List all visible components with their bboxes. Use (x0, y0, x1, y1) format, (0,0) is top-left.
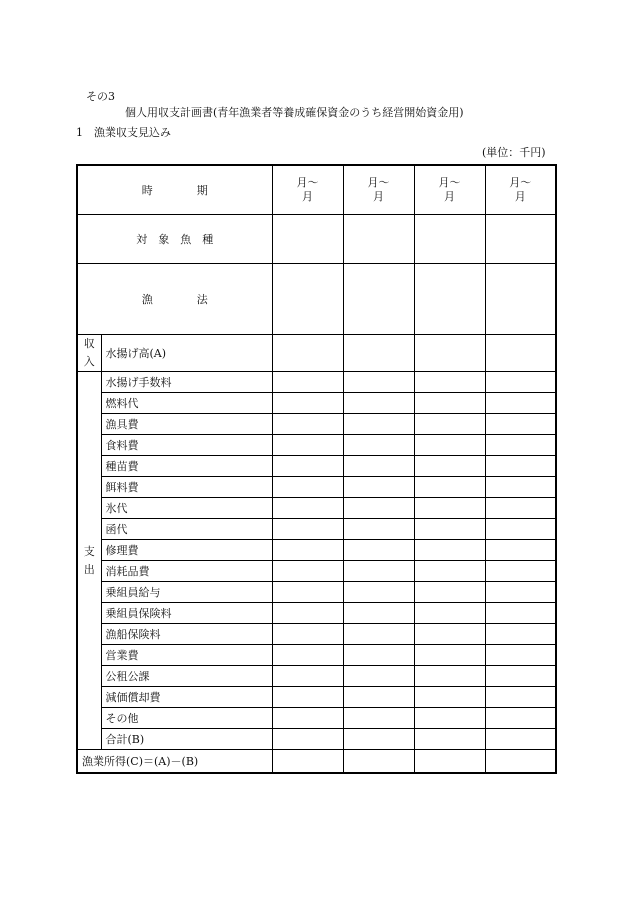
expense-row (77, 414, 556, 435)
input-cell[interactable] (272, 393, 343, 414)
input-cell[interactable] (414, 215, 485, 264)
input-cell[interactable] (485, 666, 556, 687)
input-cell[interactable] (414, 540, 485, 561)
input-cell[interactable] (485, 477, 556, 498)
input-cell[interactable] (485, 335, 556, 372)
input-cell[interactable] (343, 264, 414, 335)
input-cell[interactable] (485, 393, 556, 414)
input-cell[interactable] (414, 708, 485, 729)
input-cell[interactable] (343, 666, 414, 687)
expense-row (77, 435, 556, 456)
month-range-cell-1[interactable]: 月〜 月 (272, 165, 343, 215)
expense-row (77, 393, 556, 414)
input-cell[interactable] (485, 624, 556, 645)
input-cell[interactable] (414, 519, 485, 540)
expense-row (77, 498, 556, 519)
target-fish-row (77, 215, 556, 264)
expense-row-label: 公租公課 (101, 666, 272, 687)
input-cell[interactable] (343, 435, 414, 456)
expense-row-label: 消耗品費 (101, 561, 272, 582)
input-cell[interactable] (414, 372, 485, 393)
input-cell[interactable] (414, 498, 485, 519)
input-cell[interactable] (414, 435, 485, 456)
input-cell[interactable] (272, 414, 343, 435)
target-fish-label: 対 象 魚 種 (77, 215, 272, 264)
input-cell[interactable] (343, 603, 414, 624)
input-cell[interactable] (272, 477, 343, 498)
input-cell[interactable] (485, 582, 556, 603)
expense-row-label: 氷代 (101, 498, 272, 519)
input-cell[interactable] (272, 729, 343, 750)
expense-row-label: その他 (101, 708, 272, 729)
expense-row (77, 666, 556, 687)
input-cell[interactable] (414, 414, 485, 435)
expense-row-label: 食料費 (101, 435, 272, 456)
input-cell[interactable] (343, 477, 414, 498)
input-cell[interactable] (414, 582, 485, 603)
sheet-number: その3 (86, 90, 115, 103)
input-cell[interactable] (414, 393, 485, 414)
month-range-cell-2[interactable]: 月〜 月 (343, 165, 414, 215)
input-cell[interactable] (272, 264, 343, 335)
expense-row (77, 540, 556, 561)
input-cell[interactable] (485, 456, 556, 477)
input-cell[interactable] (414, 666, 485, 687)
input-cell[interactable] (272, 645, 343, 666)
input-cell[interactable] (414, 750, 485, 774)
input-cell[interactable] (343, 624, 414, 645)
expense-row-label: 減価償却費 (101, 687, 272, 708)
expense-row (77, 603, 556, 624)
section-heading: 1 漁業収支見込み (76, 126, 171, 139)
input-cell[interactable] (414, 335, 485, 372)
expense-row (77, 624, 556, 645)
input-cell[interactable] (272, 335, 343, 372)
input-cell[interactable] (272, 372, 343, 393)
expense-row-label: 種苗費 (101, 456, 272, 477)
input-cell[interactable] (485, 519, 556, 540)
input-cell[interactable] (414, 264, 485, 335)
input-cell[interactable] (414, 645, 485, 666)
expense-row-label: 合計(B) (101, 729, 272, 750)
expense-row (77, 519, 556, 540)
input-cell[interactable] (485, 215, 556, 264)
expense-row-label: 乗組員給与 (101, 582, 272, 603)
input-cell[interactable] (414, 624, 485, 645)
input-cell[interactable] (272, 666, 343, 687)
input-cell[interactable] (343, 561, 414, 582)
month-range-cell-3[interactable]: 月〜 月 (414, 165, 485, 215)
input-cell[interactable] (343, 729, 414, 750)
input-cell[interactable] (272, 498, 343, 519)
input-cell[interactable] (414, 603, 485, 624)
input-cell[interactable] (272, 435, 343, 456)
input-cell[interactable] (343, 335, 414, 372)
input-cell[interactable] (414, 687, 485, 708)
income-row (77, 335, 556, 372)
expense-row-label: 燃料代 (101, 393, 272, 414)
input-cell[interactable] (343, 750, 414, 774)
expense-row (77, 456, 556, 477)
input-cell[interactable] (272, 215, 343, 264)
expense-row (77, 729, 556, 750)
expense-row (77, 372, 556, 393)
expense-row-label: 函代 (101, 519, 272, 540)
input-cell[interactable] (343, 519, 414, 540)
input-cell[interactable] (272, 603, 343, 624)
input-cell[interactable] (485, 603, 556, 624)
method-label: 漁 法 (77, 264, 272, 335)
input-cell[interactable] (414, 456, 485, 477)
input-cell[interactable] (343, 687, 414, 708)
input-cell[interactable] (485, 498, 556, 519)
input-cell[interactable] (485, 645, 556, 666)
input-cell[interactable] (272, 624, 343, 645)
input-cell[interactable] (343, 540, 414, 561)
method-row (77, 264, 556, 335)
input-cell[interactable] (272, 540, 343, 561)
input-cell[interactable] (485, 372, 556, 393)
income-group-label: 収 入 (77, 335, 101, 372)
input-cell[interactable] (485, 414, 556, 435)
fishing-income-row (77, 750, 556, 774)
input-cell[interactable] (272, 750, 343, 774)
input-cell[interactable] (272, 708, 343, 729)
expense-row (77, 645, 556, 666)
expense-row-label: 乗組員保険料 (101, 603, 272, 624)
expense-row-label: 餌料費 (101, 477, 272, 498)
input-cell[interactable] (485, 540, 556, 561)
input-cell[interactable] (485, 750, 556, 774)
fishing-income-table (76, 164, 557, 774)
input-cell[interactable] (343, 498, 414, 519)
expense-row-label: 水揚げ手数料 (101, 372, 272, 393)
input-cell[interactable] (485, 264, 556, 335)
input-cell[interactable] (485, 729, 556, 750)
fishing-income-label: 漁業所得(C)＝(A)－(B) (77, 750, 272, 774)
expense-row-label: 修理費 (101, 540, 272, 561)
input-cell[interactable] (485, 561, 556, 582)
expense-row (77, 687, 556, 708)
expense-group-label: 支 出 (77, 372, 101, 750)
input-cell[interactable] (485, 435, 556, 456)
unit-note: (単位：千円) (482, 146, 546, 159)
input-cell[interactable] (343, 708, 414, 729)
input-cell[interactable] (343, 393, 414, 414)
input-cell[interactable] (414, 477, 485, 498)
input-cell[interactable] (343, 372, 414, 393)
page-title: 個人用収支計画書(青年漁業者等養成確保資金のうち経営開始資金用) (125, 106, 464, 119)
input-cell[interactable] (272, 687, 343, 708)
period-row (77, 165, 556, 215)
expense-row (77, 582, 556, 603)
month-range-cell-4[interactable]: 月〜 月 (485, 165, 556, 215)
input-cell[interactable] (343, 645, 414, 666)
input-cell[interactable] (414, 729, 485, 750)
expense-row-label: 漁具費 (101, 414, 272, 435)
income-row-label: 水揚げ高(A) (101, 335, 272, 372)
input-cell[interactable] (343, 582, 414, 603)
input-cell[interactable] (343, 414, 414, 435)
expense-row-label: 漁船保険料 (101, 624, 272, 645)
input-cell[interactable] (485, 708, 556, 729)
input-cell[interactable] (272, 519, 343, 540)
input-cell[interactable] (343, 215, 414, 264)
expense-row-label: 営業費 (101, 645, 272, 666)
input-cell[interactable] (414, 561, 485, 582)
input-cell[interactable] (272, 561, 343, 582)
input-cell[interactable] (272, 456, 343, 477)
input-cell[interactable] (272, 582, 343, 603)
period-label: 時 期 (77, 165, 272, 215)
input-cell[interactable] (343, 456, 414, 477)
expense-row (77, 477, 556, 498)
input-cell[interactable] (485, 687, 556, 708)
expense-row (77, 561, 556, 582)
expense-row (77, 708, 556, 729)
